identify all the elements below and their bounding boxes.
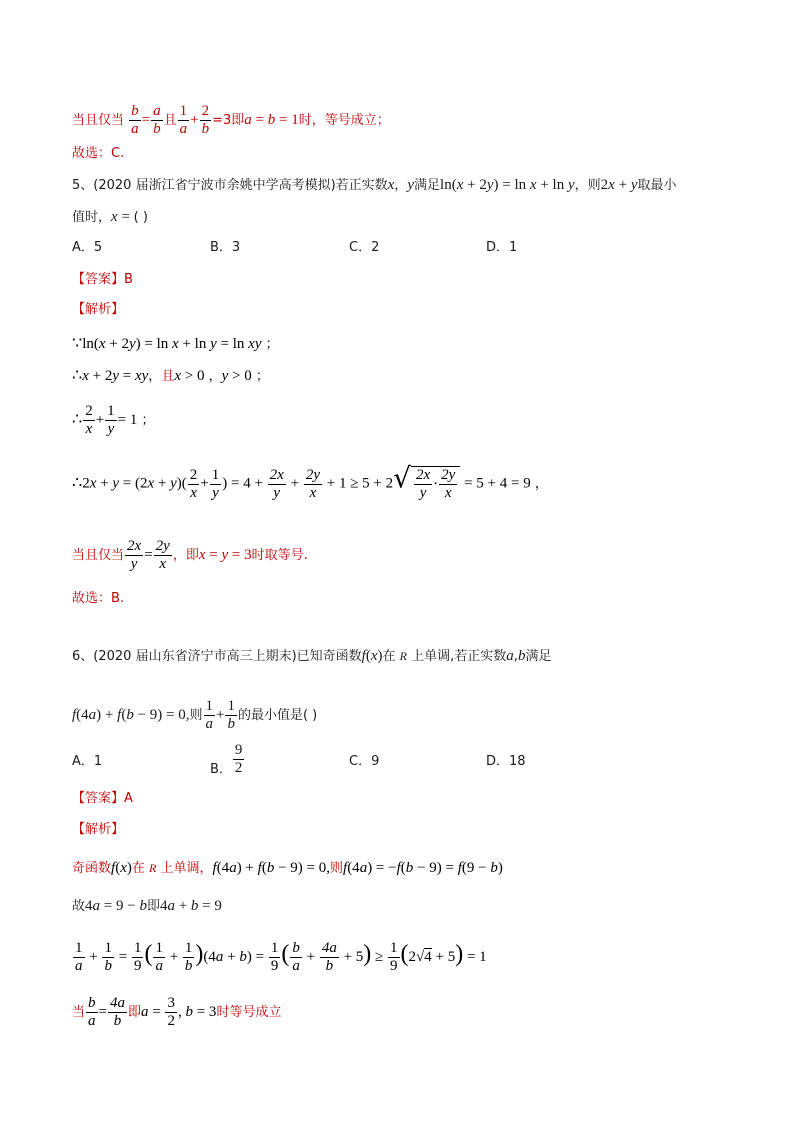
q5-analysis-label: 【解析】	[72, 302, 125, 317]
q6-option-c: C．9	[349, 754, 380, 769]
q6-step1: 奇函数f(x)在 R 上单调，f(4a) + f(b − 9) = 0,则f(4a) = −f(b − 9) = f(9 − b)	[72, 860, 503, 876]
q5-step4: ∴2x + y = (2x + y)( $\frac{2}{x}$ + $\frac{1}{y}$ ) = 4 + $\frac{2x}{y}$ + $\frac{2y}{x}$ + 1 ≥ 5 + 2√ $\frac{2x}{y}$ · $\frac{2y}{x}$ = 5 + 4 = 9 ，	[72, 461, 548, 501]
q6-step4: 当 $\frac{b}{a}$ = $\frac{4a}{b}$ 即a = $\frac{3}{2}$ , b = 3时等号成立	[72, 995, 282, 1029]
q5-option-b: B．3	[210, 240, 241, 255]
q6-step2: 故4a = 9 − b即4a + b = 9	[72, 898, 222, 914]
q6-step3: $\frac{1}{a}$ + $\frac{1}{b}$ = $\frac{1}{9}$ ( $\frac{1}{a}$ + $\frac{1}{b}$ )(4a + b) = $\frac{1}{9}$ ( $\frac{b}{a}$ + $\frac{4a}{b}$ + 5) ≥ $\frac{1}{9}$ (2√4 + 5) = 1	[75, 940, 487, 974]
q5-option-d: D．1	[486, 240, 518, 255]
q5-step1: ∵ln(x + 2y) = ln x + ln y = ln xy ；	[72, 333, 279, 352]
q5-choose: 故选：B.	[72, 591, 125, 606]
q5-step2: ∴x + 2y = xy，且x > 0 ，y > 0 ；	[72, 365, 269, 384]
q6-option-d: D．18	[486, 754, 526, 769]
q5-step5: 当且仅当 $\frac{2x}{y}$ = $\frac{2y}{x}$ ，即x = y = 3时取等号.	[72, 538, 308, 572]
q6-stem-line1: 6、(2020 届山东省济宁市高三上期末)已知奇函数f(x)在 R 上单调,若正实数a,b满足	[72, 648, 552, 664]
q6-analysis-label: 【解析】	[72, 822, 125, 837]
q5-stem-line2: 值时，x = ( )	[72, 209, 148, 225]
q6-stem-line2: f(4a) + f(b − 9) = 0,则 $\frac{1}{a}$ + $\frac{1}{b}$ 的最小值是( )	[72, 698, 318, 732]
q6-answer: 【答案】A	[72, 791, 133, 806]
q4-choose: 故选：C.	[72, 146, 125, 161]
q4-equality-line: 当且仅当 $\frac{b}{a}$ = $\frac{a}{b}$ 且 $\frac{1}{a}$ + $\frac{2}{b}$ =3即a = b = 1时，等号成立；	[72, 103, 390, 137]
q5-stem-line1: 5、(2020 届浙江省宁波市余姚中学高考模拟)若正实数x，y满足ln(x + 2y) = ln x + ln y，则2x + y取最小	[72, 177, 677, 193]
q5-option-a: A．5	[72, 240, 103, 255]
q6-option-b: B． $\frac{9}{2}$	[210, 742, 243, 777]
q5-option-c: C．2	[349, 240, 380, 255]
q5-answer: 【答案】B	[72, 272, 133, 287]
fraction: $\frac{b}{a}$	[131, 103, 139, 137]
q6-option-a: A．1	[72, 754, 103, 769]
q5-step3: ∴ $\frac{2}{x}$ + $\frac{1}{y}$ = 1 ；	[72, 403, 155, 437]
